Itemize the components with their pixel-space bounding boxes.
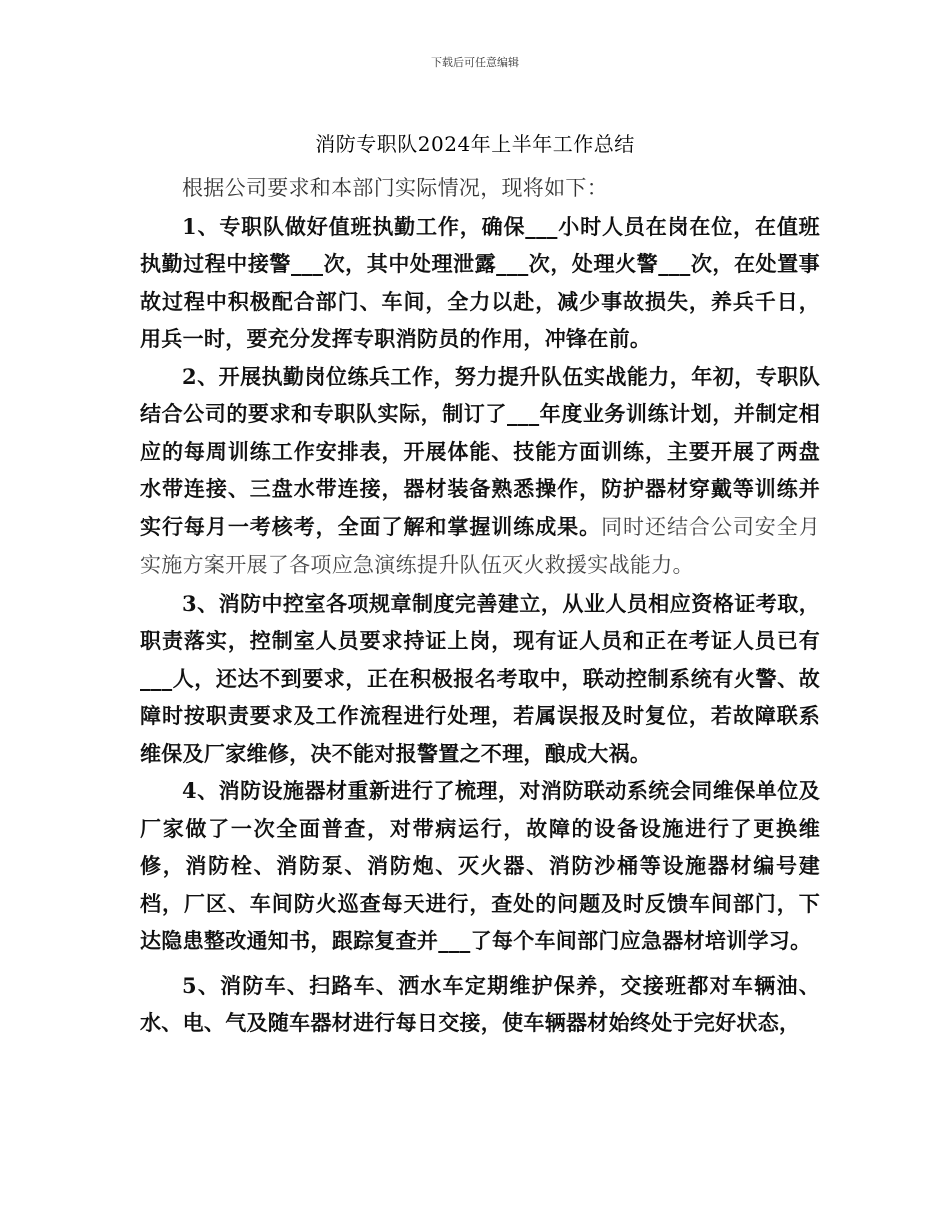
paragraph-item-5: 5、消防车、扫路车、洒水车定期维护保养，交接班都对车辆油、水、电、气及随车器材进行每日交接，使车辆器材始终处于完好状态，: [140, 972, 820, 1035]
paragraph-item-2-main: 2、开展执勤岗位练兵工作，努力提升队伍实战能力，年初，专职队结合公司的要求和专职队实际，制订了___年度业务训练计划，并制定相应的每周训练工作安排表，开展体能、技能方面训练，主要开展了两盘水带连接、三盘水带连接，器材装备熟悉操作，防护器材穿戴等训练并实行每月一考核考，全面了解和掌握训练成果。: [140, 363, 820, 539]
paragraph-item-3: 3、消防中控室各项规章制度完善建立，从业人员相应资格证考取，职责落实，控制室人员要求持证上岗，现有证人员和正在考证人员已有___人，还达不到要求，正在积极报名考取中，联动控制系统有火警、故障时按职责要求及工作流程进行处理，若属误报及时复位，若故障联系维保及厂家维修，决不能对报警置之不理，酿成大祸。: [140, 590, 820, 766]
paragraph-item-2: [140, 358, 820, 585]
intro-paragraph: 根据公司要求和本部门实际情况，现将如下：: [182, 176, 608, 200]
header-note: 下载后可任意编辑: [431, 56, 519, 69]
document-title: 消防专职队2024年上半年工作总结: [315, 132, 635, 156]
document-body: [140, 170, 820, 1042]
paragraph-item-2-tail: 同时还结合公司安全月实施方案开展了各项应急演练提升队伍灭火救援实战能力。: [140, 514, 820, 577]
paragraph-item-4: 4、消防设施器材重新进行了梳理，对消防联动系统会同维保单位及厂家做了一次全面普查，对带病运行，故障的设备设施进行了更换维修，消防栓、消防泵、消防炮、灭火器、消防沙桶等设施器材编号建档，厂区、车间防火巡查每天进行，查处的问题及时反馈车间部门，下达隐患整改通知书，跟踪复查并___了每个车间部门应急器材培训学习。: [140, 778, 820, 953]
paragraph-item-1: 1、专职队做好值班执勤工作，确保___小时人员在岗在位，在值班执勤过程中接警___次，其中处理泄露___次，处理火警___次，在处置事故过程中积极配合部门、车间，全力以赴，减少事故损失，养兵千日，用兵一时，要充分发挥专职消防员的作用，冲锋在前。: [140, 213, 820, 351]
